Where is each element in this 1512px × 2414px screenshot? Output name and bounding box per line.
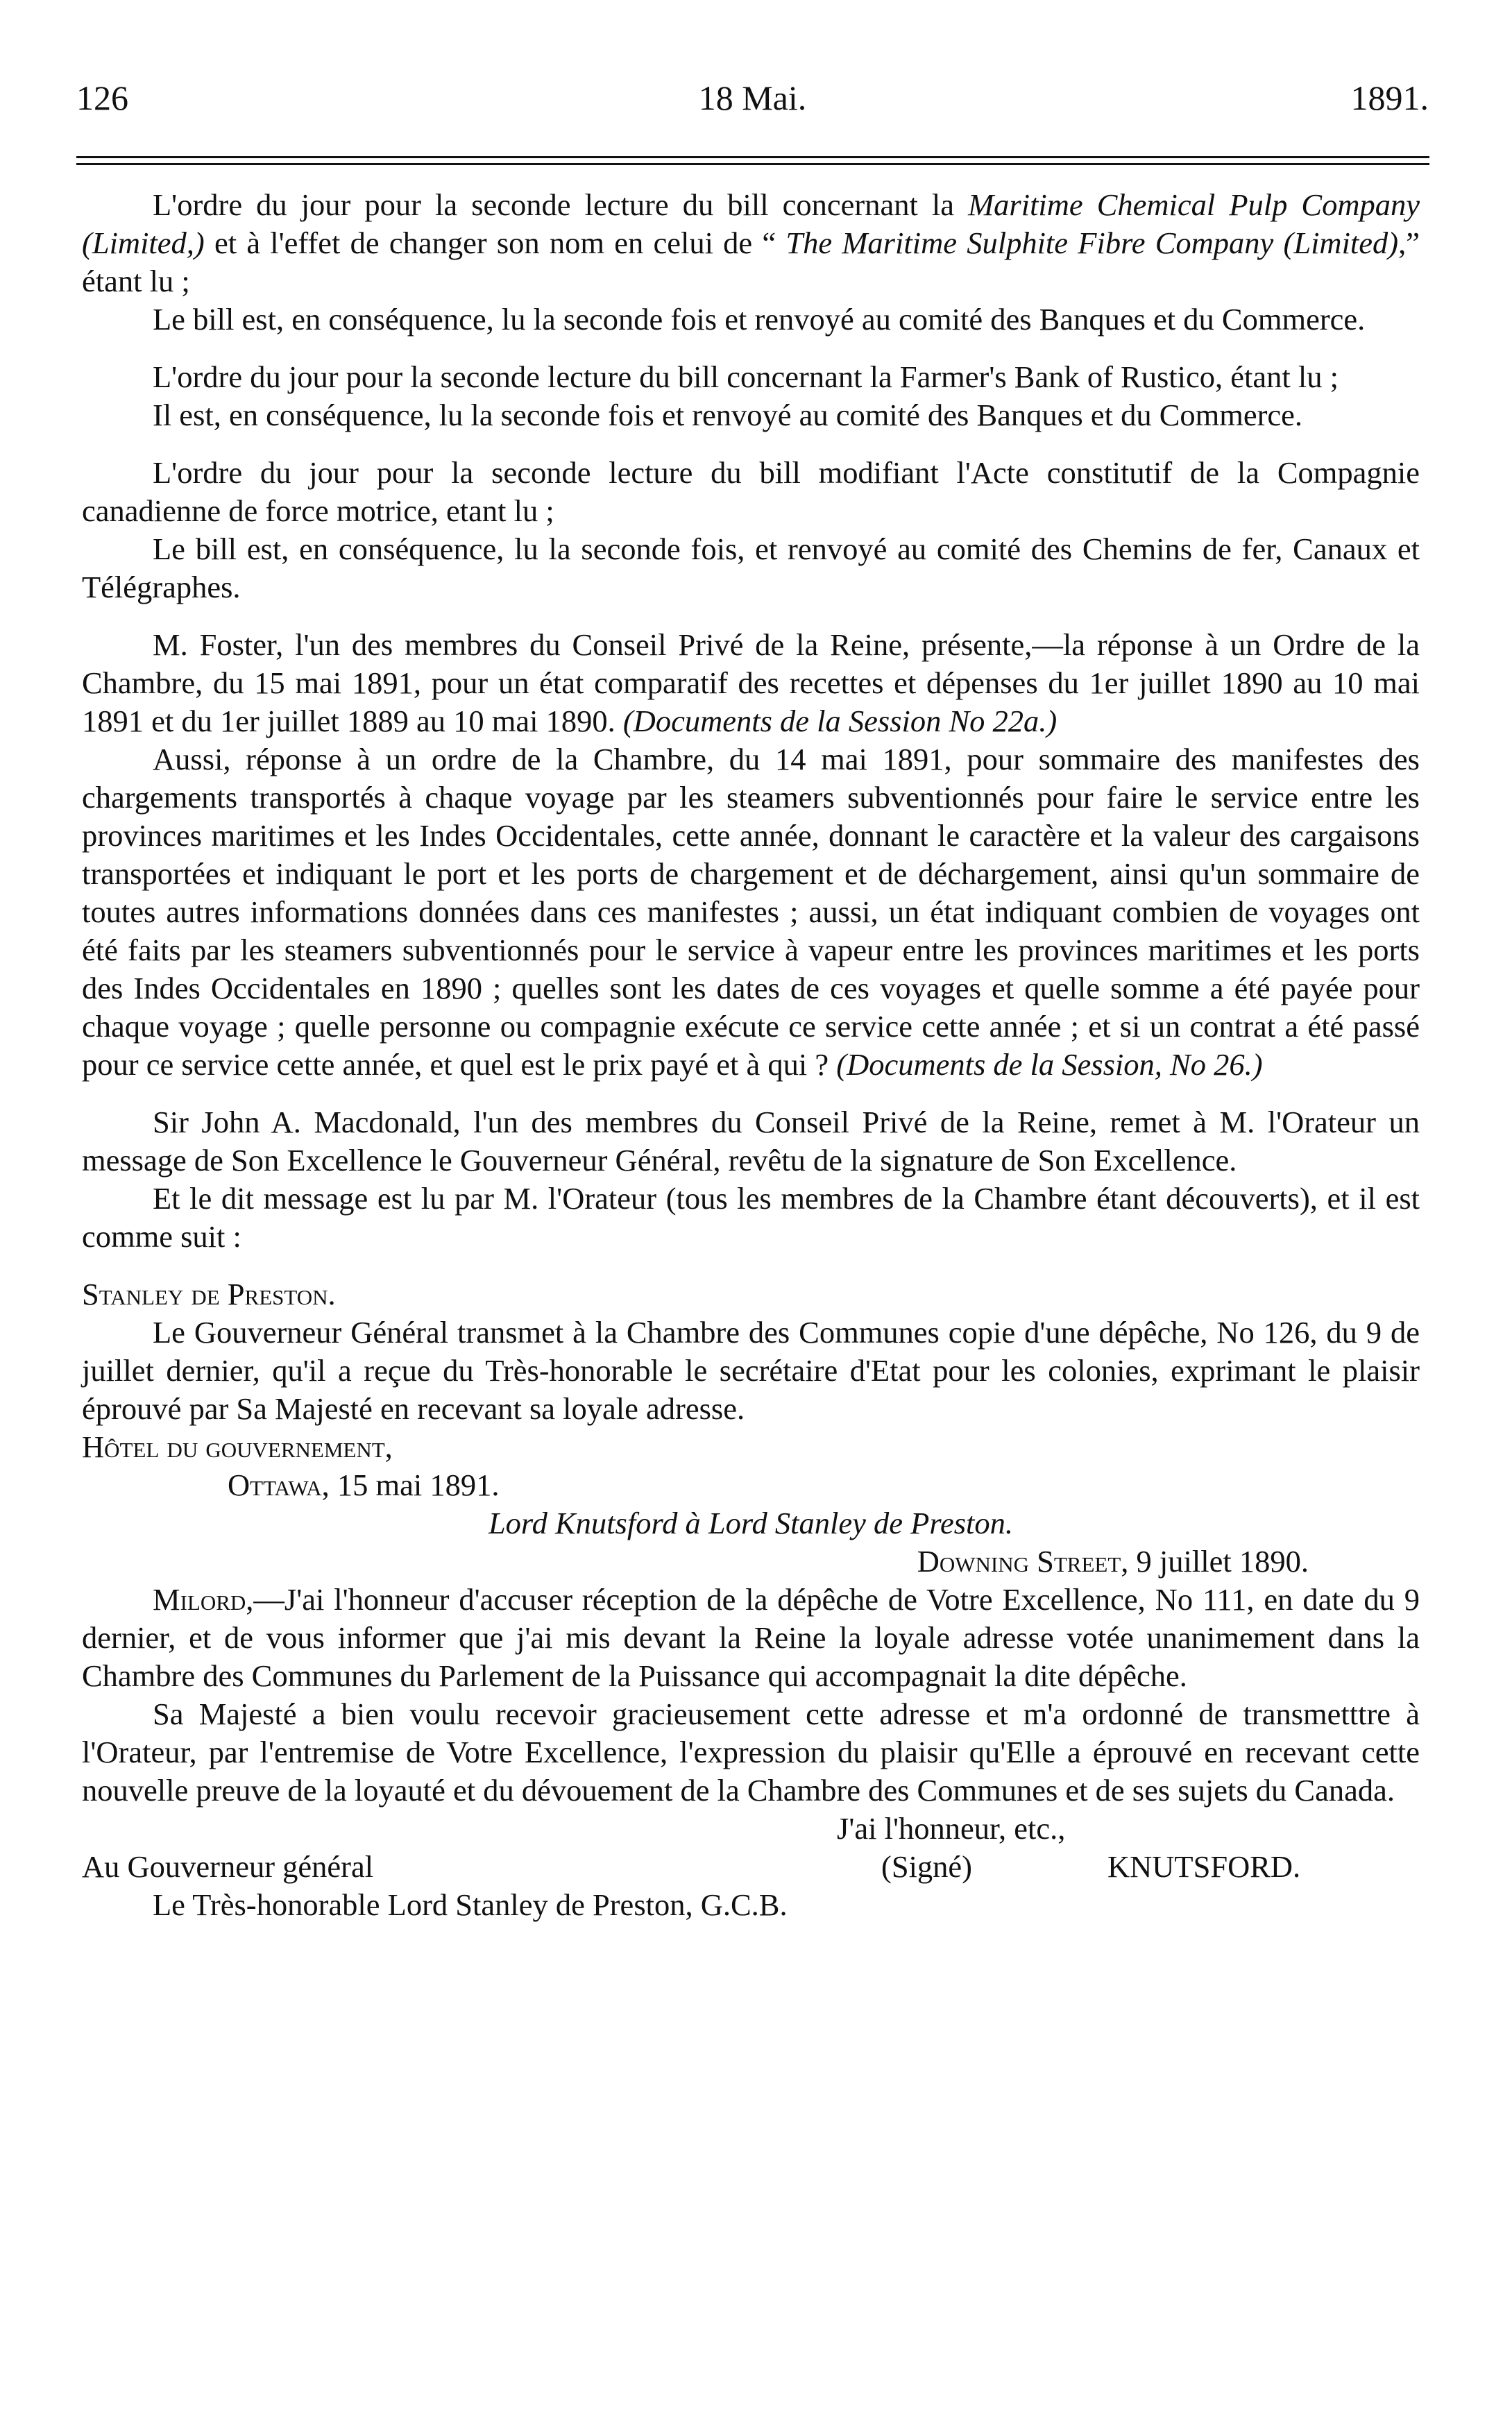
page-number: 126: [76, 78, 128, 117]
paragraph-force-referral: Le bill est, en conséquence, lu la seconde fois, et renvoyé au comité des Chemins de fer, Canaux et Télégraphes.: [82, 532, 1420, 604]
paragraph-maritime-bill: L'ordre du jour pour la seconde lecture du bill concernant la Maritime Chemical Pulp Company (Limited,) et à l'effet de changer son nom en celui de “ The Maritime Sulphite Fibre Company (Limited),” étant lu ;: [82, 187, 1420, 298]
signatory-name: KNUTSFORD.: [1107, 1849, 1301, 1884]
letter-title: Lord Knutsford à Lord Stanley de Preston.: [488, 1506, 1014, 1540]
paragraph-farmers-bank: L'ordre du jour pour la seconde lecture du bill concernant la Farmer's Bank of Rustico, étant lu ;: [153, 359, 1339, 394]
paragraph-majesty: Sa Majesté a bien voulu recevoir gracieusement cette adresse et m'a ordonné de transmetttre à l'Orateur, par l'entremise de Votre Excellence, l'expression du plaisir qu'Elle a éprouvé en recevant cette nouvelle preuve de la loyauté et du dévouement de la Chambre des Communes et de ses sujets du Canada.: [82, 1697, 1420, 1808]
paragraph-milord: Milord,—J'ai l'honneur d'accuser réception de la dépêche de Votre Excellence, No 111, en date du 9 dernier, et de vous informer que j'ai mis devant la Reine la loyale adresse votée unanimement dans la Chambre des Communes du Parlement de la Puissance qui accompagnait la dite dépêche.: [82, 1582, 1420, 1693]
signature-line: [82, 1848, 1420, 1886]
closing-text: J'ai l'honneur, etc.,: [837, 1811, 1066, 1846]
signature-closing-line: [82, 1810, 1420, 1848]
header-year: 1891.: [1350, 78, 1429, 117]
header-rule-top: [76, 156, 1429, 158]
paragraph-message-read: Et le dit message est lu par M. l'Orateur (tous les membres de la Chambre étant découverts), et il est comme suit :: [82, 1181, 1420, 1254]
header-rule-bottom: [76, 163, 1429, 165]
paragraph-maritime-referral: Le bill est, en conséquence, lu la seconde fois et renvoyé au comité des Banques et du Commerce.: [153, 302, 1366, 337]
message-signatory: Stanley de Preston.: [82, 1277, 336, 1311]
downing-dateline: Downing Street, 9 juillet 1890.: [917, 1544, 1309, 1579]
government-house: Hôtel du gouvernement,: [82, 1429, 393, 1464]
recipient-line: Le Très-honorable Lord Stanley de Preston, G.C.B.: [153, 1887, 788, 1922]
paragraph-governor-message: Le Gouverneur Général transmet à la Chambre des Communes copie d'une dépêche, No 126, du 9 de juillet dernier, qu'il a reçue du Très-honorable le secrétaire d'Etat pour les colonies, exprimant le plaisir éprouvé par Sa Majesté en recevant sa loyale adresse.: [82, 1315, 1420, 1426]
paragraph-foster-return: M. Foster, l'un des membres du Conseil Privé de la Reine, présente,—la réponse à un Ordre de la Chambre, du 15 mai 1891, pour un état comparatif des recettes et dépenses du 1er juillet 1890 au 10 mai 1891 et du 1er juillet 1889 au 10 mai 1890. (Documents de la Session No 22a.): [82, 627, 1420, 738]
paragraph-force-motrice: L'ordre du jour pour la seconde lecture du bill modifiant l'Acte constitutif de la Compagnie canadienne de force motrice, etant lu ;: [82, 455, 1420, 528]
page-header: [76, 78, 1429, 133]
signed-label: (Signé): [881, 1849, 973, 1884]
paragraph-manifests-return: Aussi, réponse à un ordre de la Chambre, du 14 mai 1891, pour sommaire des manifestes des chargements transportés à chaque voyage par les steamers subventionnés pour faire le service entre les provinces maritimes et les Indes Occidentales, cette année, donnant le caractère et la valeur des cargaisons transportées et indiquant le port et les ports de chargement et de déchargement, ainsi qu'un sommaire de toutes autres informations données dans ces manifestes ; aussi, un état indiquant combien de voyages ont été faits par les steamers subventionnés pour le service à vapeur entre les provinces maritimes et les ports des Indes Occidentales en 1890 ; quelles sont les dates de ces voyages et quelle somme a été payée pour chaque voyage ; quelle personne ou compagnie exécute ce service cette année ; et si un contrat a été passé pour ce service cette année, et quel est le prix payé et à qui ? (Documents de la Session, No 26.): [82, 742, 1420, 1082]
paragraph-farmers-referral: Il est, en conséquence, lu la seconde fois et renvoyé au comité des Banques et du Commerce.: [153, 398, 1303, 432]
document-body: [82, 186, 1420, 1924]
paragraph-macdonald-message: Sir John A. Macdonald, l'un des membres du Conseil Privé de la Reine, remet à M. l'Orateur un message de Son Excellence le Gouverneur Général, revêtu de la signature de Son Excellence.: [82, 1105, 1420, 1178]
header-date: 18 Mai.: [698, 78, 807, 117]
addressee: Au Gouverneur général: [82, 1849, 374, 1884]
ottawa-dateline: Ottawa, 15 mai 1891.: [228, 1468, 500, 1502]
